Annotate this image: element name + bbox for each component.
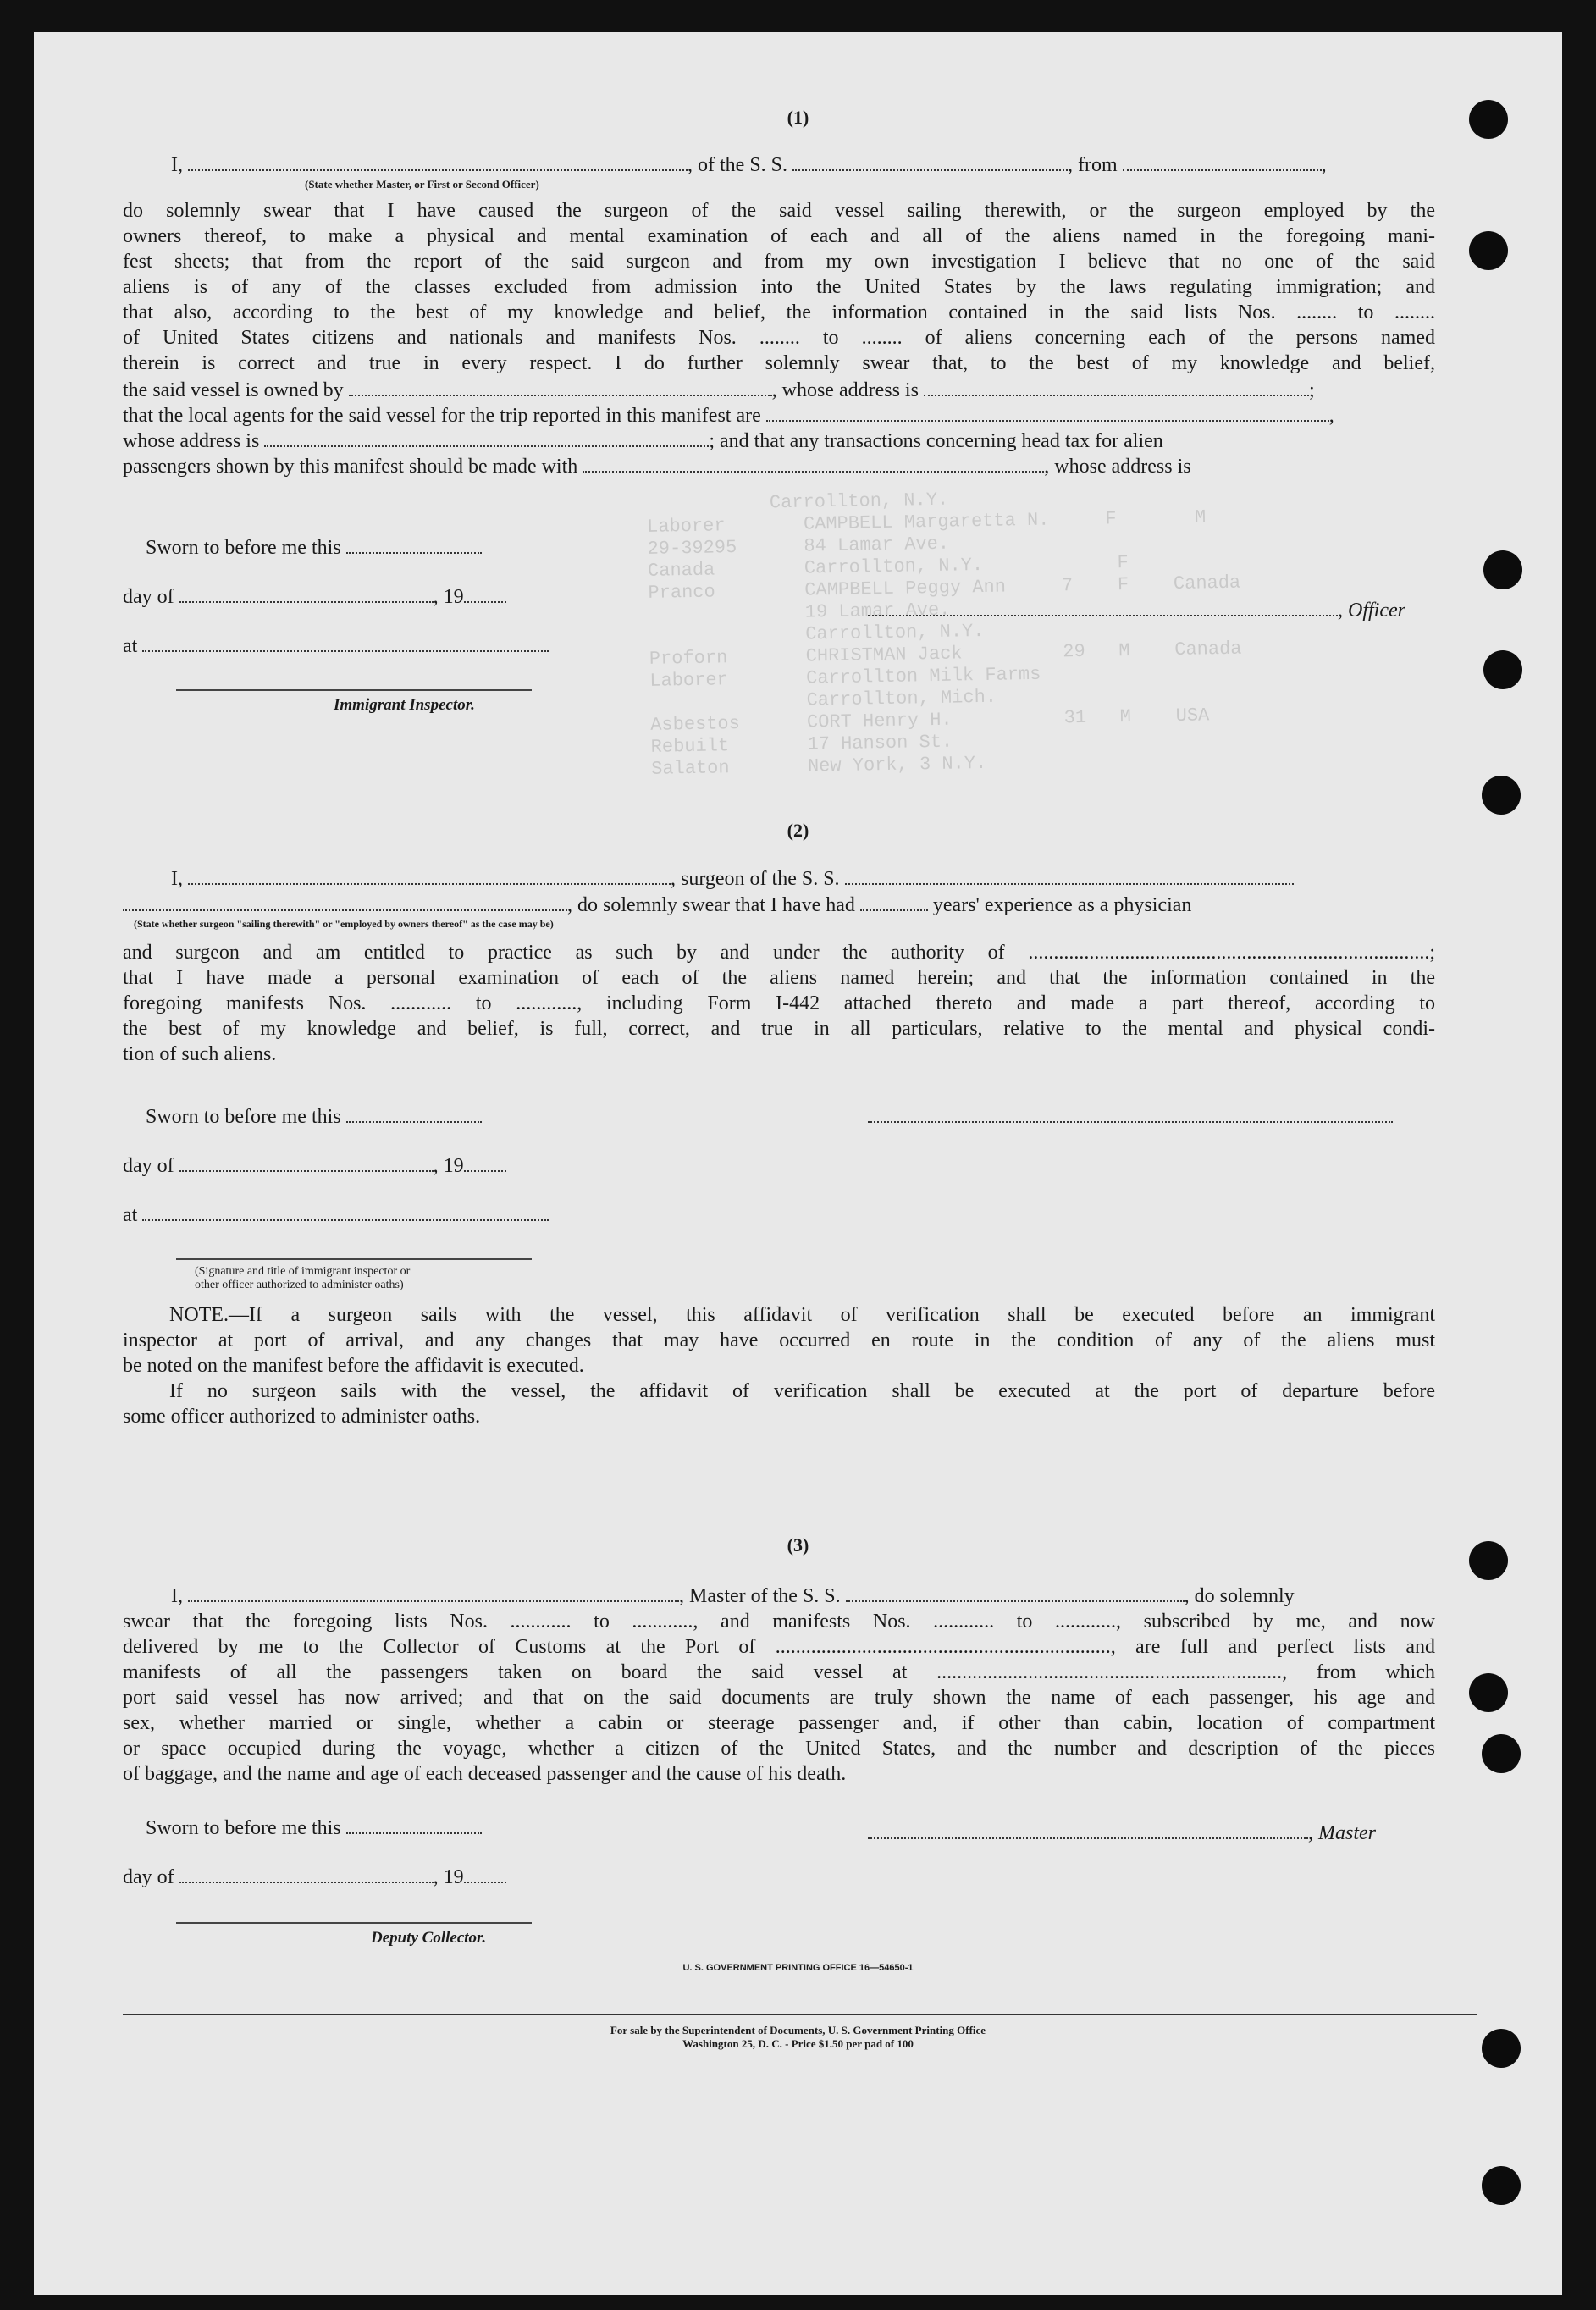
section-3-master-line: I, , Master of the S. S. , do solemnly: [171, 1585, 1295, 1607]
bleed-through-typewriting: Carrollton, N.Y. Laborer CAMPBELL Margaretta N. F M 29-39295 84 Lamar Ave. Canada Carrollton, N.Y. F Pranco CAMPBELL Peggy Ann 7 F Canada 19 Lamar Ave. Carrollton, N.Y. Proforn CHRISTMAN Jack 29 M Canada Laborer Carrollton Milk Farms Carrollton, Mich. Asbestos CORT Henry H. 31 M USA Rebuilt 17 Hanson St. Salaton New York, 3 N.Y.: [624, 489, 1242, 781]
at-line-2: at: [123, 1202, 549, 1227]
section-1-body-line: owners thereof, to make a physical and mental examination of each and all of the aliens named in the foregoing mani-: [123, 225, 1435, 247]
section-2-body-line: the best of my knowledge and belief, is full, correct, and true in all particulars, relative to the mental and physical condi-: [123, 1018, 1435, 1040]
officer-signature-field[interactable]: [868, 598, 1338, 616]
from-label: , from: [1068, 154, 1118, 176]
authorized-signature-caption: other officer authorized to administer oaths): [195, 1279, 404, 1291]
local-agents-field[interactable]: [766, 403, 1329, 422]
section-2-body-line: and surgeon and am entitled to practice as such by and under the authority of ...............................................................................;: [123, 942, 1435, 964]
note-line: some officer authorized to administer oaths.: [123, 1406, 481, 1428]
agent-address-line: whose address is ; and that any transactions concerning head tax for alien: [123, 430, 1163, 452]
section-1-i-label: I,: [171, 154, 183, 176]
owner-address-field[interactable]: [924, 378, 1309, 396]
note-line: If no surgeon sails with the vessel, the affidavit of verification shall be executed at the port of departure before: [169, 1380, 1435, 1402]
binder-hole: [1483, 650, 1522, 689]
master-vessel-field[interactable]: [846, 1583, 1185, 1602]
section-3-body-line: swear that the foregoing lists Nos. ............ to ............, and manifests Nos. ............ to ............, subscribed by me, and now: [123, 1611, 1435, 1633]
vessel-name-field[interactable]: [792, 152, 1068, 171]
section-2-heading: (2): [787, 820, 809, 841]
section-1-heading: (1): [787, 107, 809, 128]
section-2-swear-line: , do solemnly swear that I have had years' experience as a physician: [123, 892, 1191, 917]
day-of-line-3: day of , 19: [123, 1865, 506, 1889]
years-experience-field[interactable]: [860, 892, 928, 911]
surgeon-name-field[interactable]: [188, 866, 671, 885]
head-tax-contact-field[interactable]: [583, 454, 1044, 472]
day-of-line-2: day of , 19: [123, 1153, 506, 1178]
sworn-line-1: Sworn to before me this: [146, 535, 482, 560]
sworn-line-3: Sworn to before me this: [146, 1815, 482, 1840]
surgeon-signature-line: [868, 1104, 1393, 1129]
year-field[interactable]: [464, 584, 506, 603]
section-3-body-line: port said vessel has now arrived; and that on the said documents are truly shown the name of each passenger, his age and: [123, 1687, 1435, 1709]
month-field[interactable]: [179, 1865, 434, 1883]
place-field[interactable]: [142, 1202, 549, 1221]
note-line: be noted on the manifest before the affidavit is executed.: [123, 1355, 584, 1377]
owner-line: the said vessel is owned by , whose address is ;: [123, 379, 1315, 401]
place-field[interactable]: [142, 633, 549, 652]
section-1-body-line: therein is correct and true in every respect. I do further solemnly swear that, to the best of my knowledge and belief,: [123, 352, 1435, 374]
section-1-body-line: of United States citizens and nationals and manifests Nos. ........ to ........ of aliens concerning each of the persons named: [123, 327, 1435, 349]
footer-price-line: Washington 25, D. C. - Price $1.50 per pad of 100: [682, 2037, 914, 2050]
surgeon-signature-field[interactable]: [868, 1104, 1393, 1123]
binder-hole: [1482, 2166, 1521, 2205]
section-3-body-line: or space occupied during the voyage, whether a citizen of the United States, and the number and description of the pieces: [123, 1738, 1435, 1760]
year-field[interactable]: [464, 1865, 506, 1883]
section-2-body-line: that I have made a personal examination of each of the aliens named herein; and that the information contained in the: [123, 967, 1435, 989]
surgeon-status-caption: (State whether surgeon "sailing therewith" or "employed by owners thereof" as the case may be): [134, 918, 554, 930]
binder-hole: [1469, 1673, 1508, 1712]
surgeon-vessel-field[interactable]: [845, 866, 1294, 885]
footer-sale-line: For sale by the Superintendent of Documents, U. S. Government Printing Office: [610, 2024, 986, 2036]
sworn-day-field[interactable]: [346, 1104, 482, 1123]
printing-office-imprint: U. S. GOVERNMENT PRINTING OFFICE 16—54650-1: [682, 1963, 914, 1973]
section-1-oath-line: I, , of the S. S. , from ,: [171, 154, 1327, 176]
form-sheet: [34, 32, 1562, 2295]
of-the-ss-label: , of the S. S.: [688, 154, 788, 176]
section-1-body-line: that also, according to the best of my knowledge and belief, the information contained in the said lists Nos. ........ to ........: [123, 301, 1435, 323]
section-2-body-line: foregoing manifests Nos. ............ to ............, including Form I-442 attached thereto and made a part thereof, according to: [123, 992, 1435, 1014]
master-name-field[interactable]: [188, 1583, 679, 1602]
note-line: inspector at port of arrival, and any changes that may have occurred en route in the condition of any of the aliens must: [123, 1329, 1435, 1351]
officer-name-field[interactable]: [188, 152, 688, 171]
sworn-day-field[interactable]: [346, 535, 482, 554]
binder-hole: [1482, 1734, 1521, 1773]
binder-hole: [1482, 776, 1521, 815]
local-agents-line: that the local agents for the said vessel for the trip reported in this manifest are ,: [123, 405, 1334, 427]
collector-caption: Deputy Collector.: [371, 1929, 487, 1947]
section-1-body-line: do solemnly swear that I have caused the surgeon of the said vessel sailing therewith, or the surgeon employed by the: [123, 200, 1435, 222]
binder-hole: [1483, 550, 1522, 589]
month-field[interactable]: [179, 1153, 434, 1172]
at-line-1: at: [123, 633, 549, 658]
year-field[interactable]: [464, 1153, 506, 1172]
officer-rank-caption: (State whether Master, or First or Second Officer): [305, 178, 539, 191]
month-field[interactable]: [179, 584, 434, 603]
section-3-body-line: delivered by me to the Collector of Customs at the Port of .................................................................., are full and perfect lists and: [123, 1636, 1435, 1658]
agent-address-field[interactable]: [264, 428, 709, 447]
master-signature-field[interactable]: [868, 1821, 1308, 1839]
note-line: NOTE.—If a surgeon sails with the vessel, this affidavit of verification shall be executed before an immigrant: [169, 1304, 1435, 1326]
sworn-line-2: Sworn to before me this: [146, 1104, 482, 1129]
section-3-body-line: manifests of all the passengers taken on board the said vessel at ...................................................................., from which: [123, 1661, 1435, 1683]
officer-signature-line: , Officer: [868, 598, 1405, 622]
section-1-body-line: aliens is of any of the classes excluded from admission into the United States by the laws regulating immigration; and: [123, 276, 1435, 298]
section-3-body-line: of baggage, and the name and age of each deceased passenger and the cause of his death.: [123, 1763, 847, 1785]
section-2-surgeon-line: I, , surgeon of the S. S.: [171, 866, 1294, 891]
collector-signature-line[interactable]: [176, 1922, 532, 1924]
authorized-signature-caption: (Signature and title of immigrant inspector or: [195, 1265, 411, 1278]
sworn-day-field[interactable]: [346, 1815, 482, 1834]
from-port-field[interactable]: [1123, 152, 1322, 171]
inspector-signature-line[interactable]: [176, 689, 532, 691]
section-3-body-line: sex, whether married or single, whether a cabin or steerage passenger and, if other than cabin, location of compartment: [123, 1712, 1435, 1734]
authorized-signature-line[interactable]: [176, 1258, 532, 1260]
section-1-body-line: fest sheets; that from the report of the said surgeon and from my own investigation I believe that no one of the said: [123, 251, 1435, 273]
footer-rule: [123, 2014, 1477, 2015]
head-tax-contact-line: passengers shown by this manifest should be made with , whose address is: [123, 456, 1191, 478]
section-2-body-line: tion of such aliens.: [123, 1043, 277, 1065]
section-3-heading: (3): [787, 1534, 809, 1556]
surgeon-status-field[interactable]: [123, 892, 567, 911]
day-of-line-1: day of , 19: [123, 584, 506, 609]
binder-hole: [1469, 231, 1508, 270]
inspector-caption: Immigrant Inspector.: [334, 696, 475, 714]
owner-field[interactable]: [349, 378, 772, 396]
master-signature-line: , Master: [868, 1821, 1376, 1845]
